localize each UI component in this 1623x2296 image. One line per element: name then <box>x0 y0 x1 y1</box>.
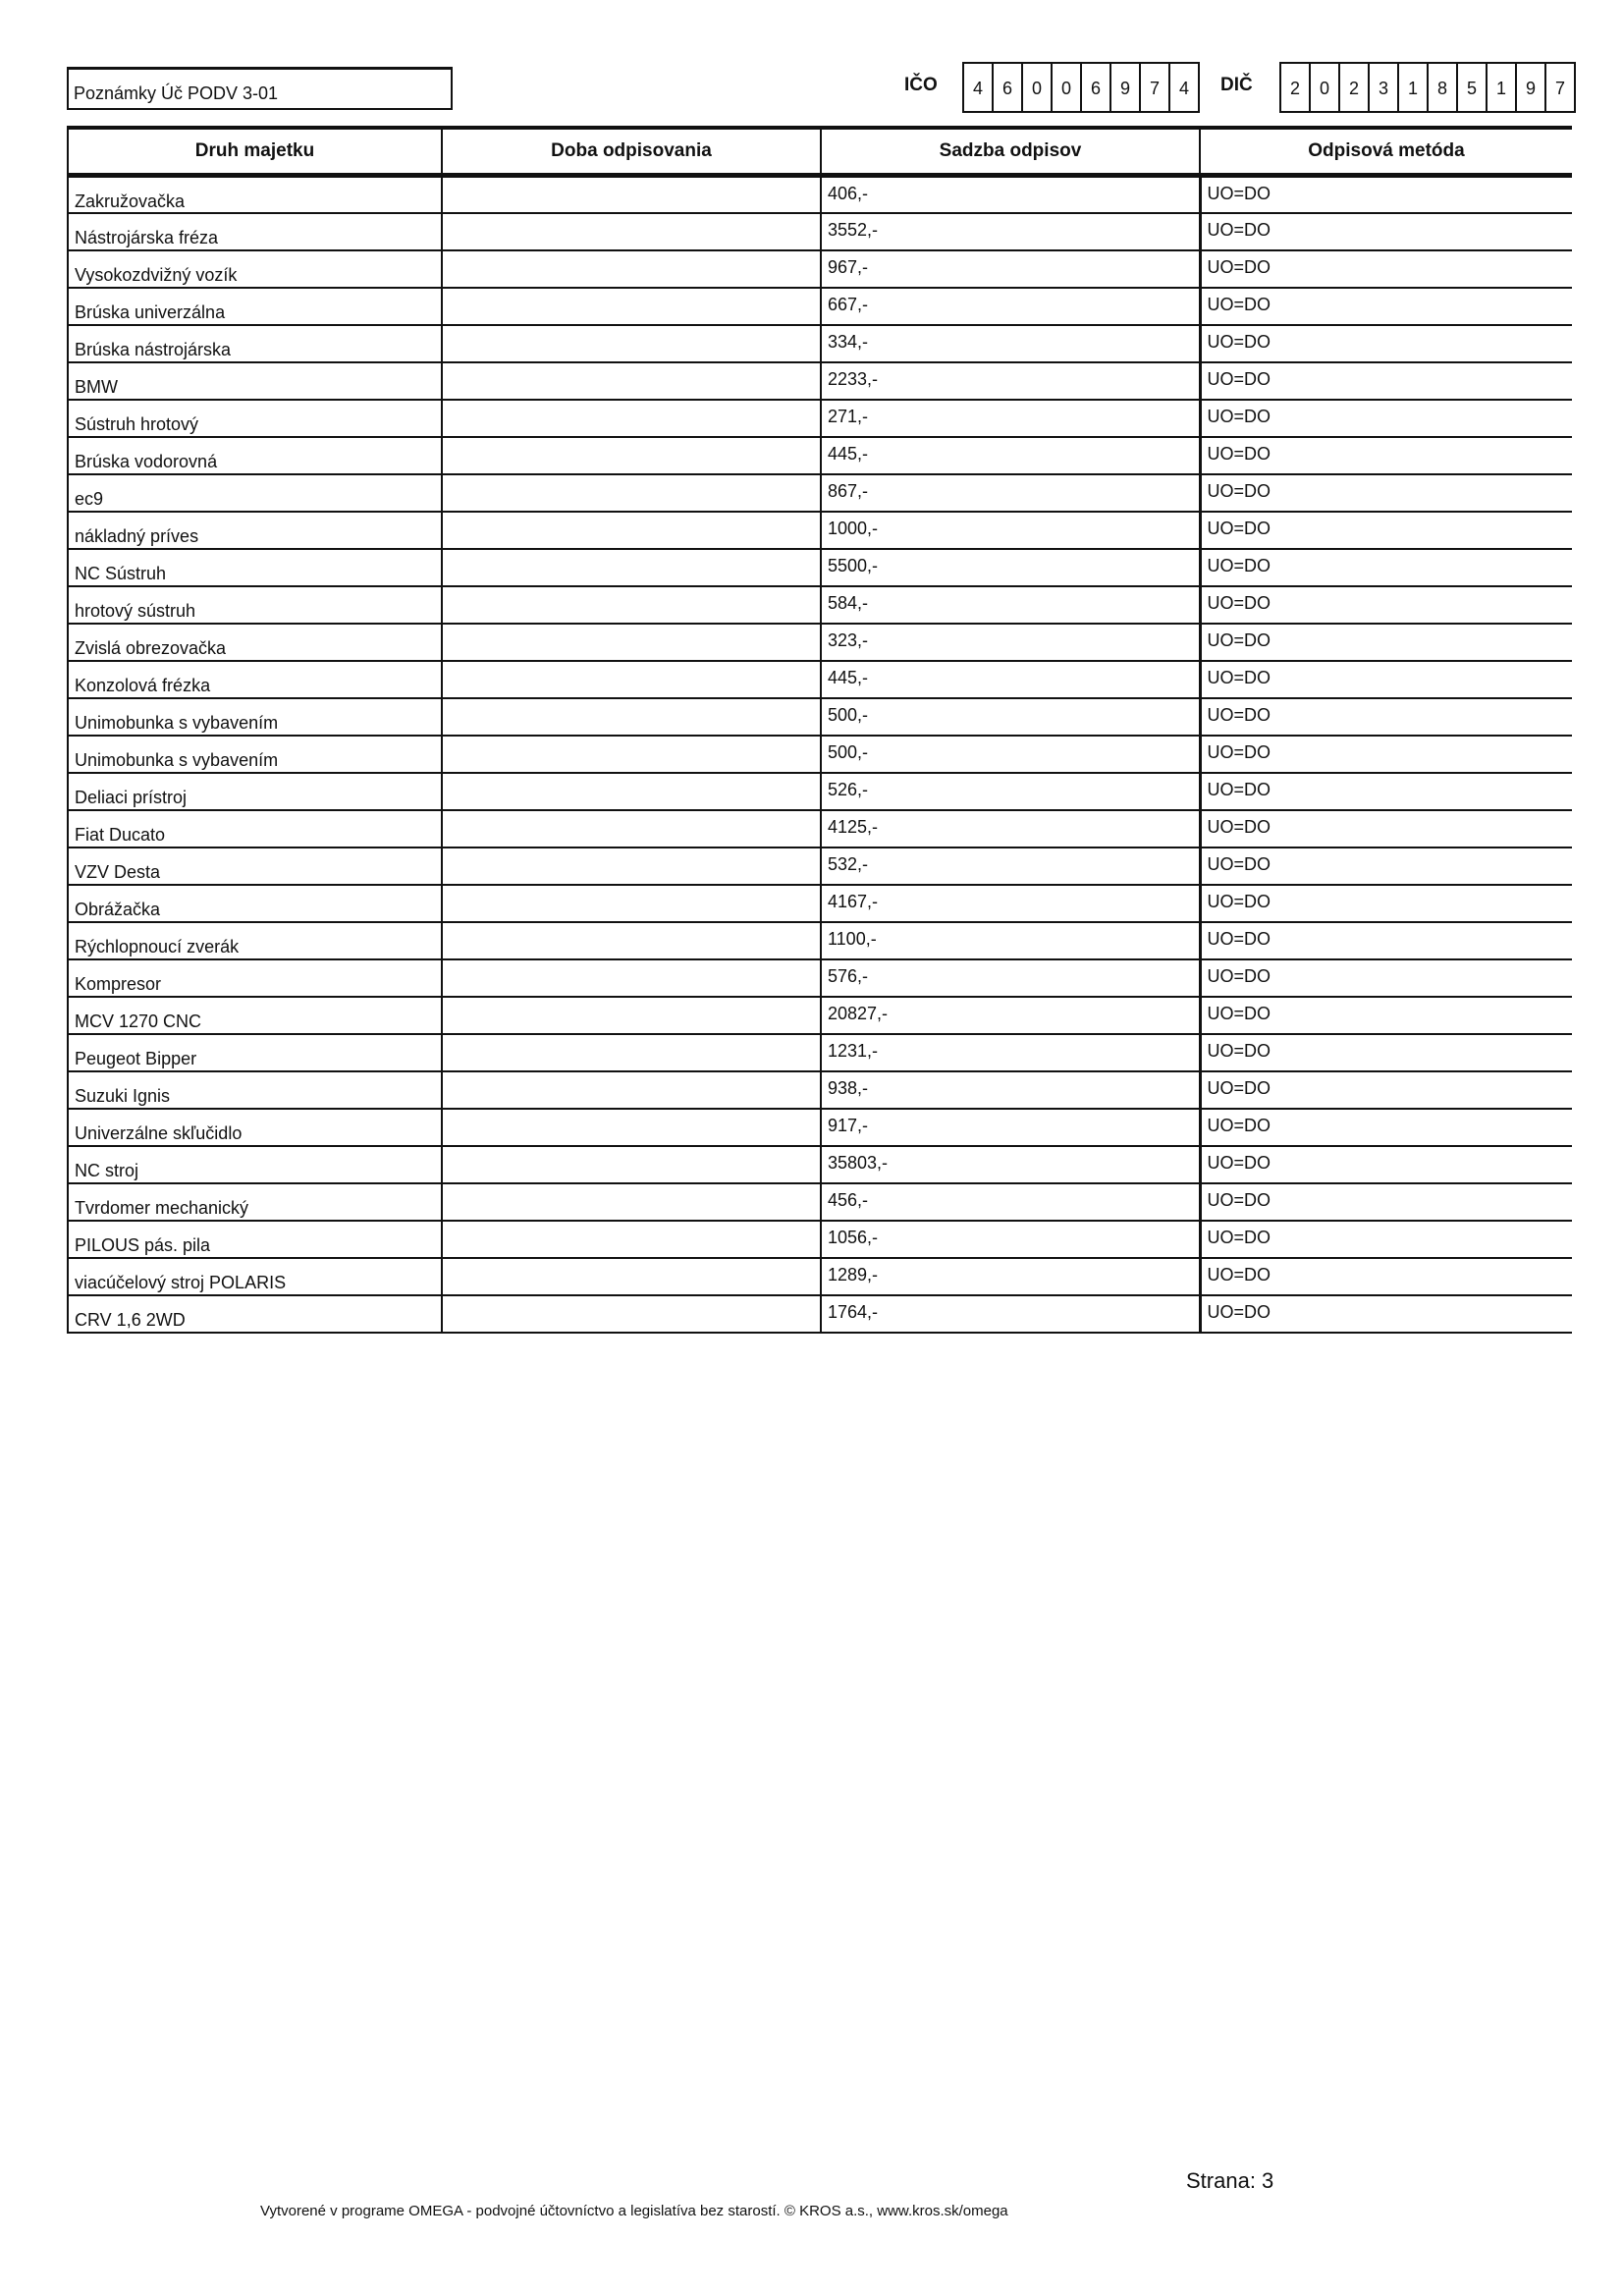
depreciation-rate-cell: 917,- <box>821 1109 1200 1146</box>
asset-type-cell: Zvislá obrezovačka <box>68 624 442 661</box>
depreciation-method-cell: UO=DO <box>1200 1295 1572 1333</box>
depreciation-method-cell: UO=DO <box>1200 1146 1572 1183</box>
depreciation-period-cell <box>442 512 821 549</box>
table-row <box>68 549 1572 586</box>
depreciation-method-cell: UO=DO <box>1200 549 1572 586</box>
depreciation-period-cell <box>442 1034 821 1071</box>
depreciation-period-cell <box>442 474 821 512</box>
depreciation-period-cell <box>442 773 821 810</box>
dic-digit: 7 <box>1546 64 1576 111</box>
asset-type-cell: BMW <box>68 362 442 400</box>
depreciation-method-cell: UO=DO <box>1200 213 1572 250</box>
column-header-asset-type: Druh majetku <box>68 128 442 176</box>
asset-type-cell: Unimobunka s vybavením <box>68 698 442 736</box>
table-row <box>68 437 1572 474</box>
asset-type-cell: Zakružovačka <box>68 176 442 214</box>
depreciation-method-cell: UO=DO <box>1200 474 1572 512</box>
form-title: Poznámky Úč PODV 3-01 <box>74 83 279 103</box>
table-row <box>68 810 1572 847</box>
depreciation-rate-cell: 445,- <box>821 661 1200 698</box>
dic-digit: 9 <box>1517 64 1546 111</box>
depreciation-method-cell: UO=DO <box>1200 773 1572 810</box>
asset-type-cell: VZV Desta <box>68 847 442 885</box>
depreciation-method-cell: UO=DO <box>1200 362 1572 400</box>
depreciation-period-cell <box>442 1258 821 1295</box>
depreciation-rate-cell: 576,- <box>821 959 1200 997</box>
depreciation-rate-cell: 456,- <box>821 1183 1200 1221</box>
depreciation-period-cell <box>442 586 821 624</box>
dic-digit: 5 <box>1458 64 1488 111</box>
depreciation-period-cell <box>442 1071 821 1109</box>
asset-type-cell: Brúska vodorovná <box>68 437 442 474</box>
column-header-depreciation-method: Odpisová metóda <box>1200 128 1572 176</box>
depreciation-method-cell: UO=DO <box>1200 250 1572 288</box>
table-row <box>68 474 1572 512</box>
table-row <box>68 847 1572 885</box>
asset-type-cell: nákladný príves <box>68 512 442 549</box>
page-number: Strana: 3 <box>1186 2168 1274 2193</box>
table-row <box>68 1034 1572 1071</box>
ico-digit: 4 <box>964 64 994 111</box>
depreciation-period-cell <box>442 624 821 661</box>
dic-label: DIČ <box>1220 75 1253 95</box>
table-row <box>68 1221 1572 1258</box>
depreciation-rate-cell: 938,- <box>821 1071 1200 1109</box>
depreciation-method-cell: UO=DO <box>1200 736 1572 773</box>
depreciation-method-cell: UO=DO <box>1200 959 1572 997</box>
depreciation-rate-cell: 271,- <box>821 400 1200 437</box>
depreciation-period-cell <box>442 698 821 736</box>
asset-type-cell: Vysokozdvižný vozík <box>68 250 442 288</box>
depreciation-rate-cell: 35803,- <box>821 1146 1200 1183</box>
asset-type-cell: Deliaci prístroj <box>68 773 442 810</box>
column-header-depreciation-period: Doba odpisovania <box>442 128 821 176</box>
depreciation-method-cell: UO=DO <box>1200 922 1572 959</box>
depreciation-period-cell <box>442 736 821 773</box>
ico-digit: 7 <box>1141 64 1170 111</box>
depreciation-method-cell: UO=DO <box>1200 176 1572 214</box>
ico-digit-boxes <box>962 62 1200 113</box>
table-row <box>68 512 1572 549</box>
asset-type-cell: ec9 <box>68 474 442 512</box>
asset-type-cell: PILOUS pás. pila <box>68 1221 442 1258</box>
depreciation-rate-cell: 20827,- <box>821 997 1200 1034</box>
asset-type-cell: Brúska nástrojárska <box>68 325 442 362</box>
depreciation-method-cell: UO=DO <box>1200 1258 1572 1295</box>
depreciation-rate-cell: 1289,- <box>821 1258 1200 1295</box>
depreciation-rate-cell: 4167,- <box>821 885 1200 922</box>
table-row <box>68 1295 1572 1333</box>
depreciation-period-cell <box>442 362 821 400</box>
asset-type-cell: Peugeot Bipper <box>68 1034 442 1071</box>
depreciation-period-cell <box>442 325 821 362</box>
table-row <box>68 885 1572 922</box>
dic-digit: 0 <box>1311 64 1340 111</box>
depreciation-rate-cell: 4125,- <box>821 810 1200 847</box>
ico-digit: 9 <box>1111 64 1141 111</box>
table-row <box>68 250 1572 288</box>
depreciation-period-cell <box>442 847 821 885</box>
asset-type-cell: hrotový sústruh <box>68 586 442 624</box>
table-row <box>68 176 1572 214</box>
ico-label: IČO <box>904 75 938 95</box>
depreciation-rate-cell: 526,- <box>821 773 1200 810</box>
depreciation-period-cell <box>442 1146 821 1183</box>
table-row <box>68 922 1572 959</box>
dic-digit: 1 <box>1399 64 1429 111</box>
depreciation-method-cell: UO=DO <box>1200 512 1572 549</box>
depreciation-method-cell: UO=DO <box>1200 1183 1572 1221</box>
depreciation-rate-cell: 445,- <box>821 437 1200 474</box>
depreciation-period-cell <box>442 997 821 1034</box>
asset-type-cell: NC Sústruh <box>68 549 442 586</box>
table-row <box>68 213 1572 250</box>
dic-digit: 1 <box>1488 64 1517 111</box>
table-row <box>68 288 1572 325</box>
dic-digit: 8 <box>1429 64 1458 111</box>
depreciation-period-cell <box>442 959 821 997</box>
asset-type-cell: Sústruh hrotový <box>68 400 442 437</box>
table-row <box>68 586 1572 624</box>
form-title-box <box>67 67 453 110</box>
ico-digit: 0 <box>1023 64 1053 111</box>
depreciation-method-cell: UO=DO <box>1200 437 1572 474</box>
ico-digit: 6 <box>994 64 1023 111</box>
table-row <box>68 661 1572 698</box>
depreciation-rate-cell: 323,- <box>821 624 1200 661</box>
depreciation-rate-cell: 867,- <box>821 474 1200 512</box>
depreciation-method-cell: UO=DO <box>1200 1109 1572 1146</box>
depreciation-rate-cell: 2233,- <box>821 362 1200 400</box>
depreciation-period-cell <box>442 400 821 437</box>
dic-digit: 3 <box>1370 64 1399 111</box>
ico-digit: 6 <box>1082 64 1111 111</box>
asset-type-cell: CRV 1,6 2WD <box>68 1295 442 1333</box>
depreciation-rate-cell: 584,- <box>821 586 1200 624</box>
depreciation-method-cell: UO=DO <box>1200 1071 1572 1109</box>
asset-type-cell: Obrážačka <box>68 885 442 922</box>
depreciation-table <box>67 126 1572 1334</box>
depreciation-period-cell <box>442 1183 821 1221</box>
asset-type-cell: Rýchlopnoucí zverák <box>68 922 442 959</box>
depreciation-rate-cell: 667,- <box>821 288 1200 325</box>
dic-digit: 2 <box>1340 64 1370 111</box>
table-row <box>68 362 1572 400</box>
depreciation-period-cell <box>442 437 821 474</box>
depreciation-period-cell <box>442 1109 821 1146</box>
depreciation-rate-cell: 1764,- <box>821 1295 1200 1333</box>
asset-type-cell: Univerzálne skľučidlo <box>68 1109 442 1146</box>
depreciation-method-cell: UO=DO <box>1200 698 1572 736</box>
table-row <box>68 773 1572 810</box>
asset-type-cell: MCV 1270 CNC <box>68 997 442 1034</box>
depreciation-period-cell <box>442 661 821 698</box>
depreciation-rate-cell: 500,- <box>821 736 1200 773</box>
column-header-depreciation-rate: Sadzba odpisov <box>821 128 1200 176</box>
depreciation-period-cell <box>442 176 821 214</box>
table-row <box>68 736 1572 773</box>
depreciation-method-cell: UO=DO <box>1200 288 1572 325</box>
dic-digit: 2 <box>1281 64 1311 111</box>
asset-type-cell: viacúčelový stroj POLARIS <box>68 1258 442 1295</box>
depreciation-method-cell: UO=DO <box>1200 400 1572 437</box>
depreciation-rate-cell: 5500,- <box>821 549 1200 586</box>
table-row <box>68 1183 1572 1221</box>
depreciation-rate-cell: 532,- <box>821 847 1200 885</box>
asset-type-cell: Brúska univerzálna <box>68 288 442 325</box>
table-row <box>68 698 1572 736</box>
depreciation-rate-cell: 406,- <box>821 176 1200 214</box>
depreciation-rate-cell: 1231,- <box>821 1034 1200 1071</box>
depreciation-period-cell <box>442 922 821 959</box>
depreciation-period-cell <box>442 810 821 847</box>
table-row <box>68 1146 1572 1183</box>
footer-credit: Vytvorené v programe OMEGA - podvojné účtovníctvo a legislatíva bez starostí. © KROS a.s., www.kros.sk/omega <box>260 2203 1008 2219</box>
asset-type-cell: NC stroj <box>68 1146 442 1183</box>
depreciation-rate-cell: 3552,- <box>821 213 1200 250</box>
dic-digit-boxes <box>1279 62 1576 113</box>
depreciation-period-cell <box>442 250 821 288</box>
depreciation-method-cell: UO=DO <box>1200 997 1572 1034</box>
table-row <box>68 1258 1572 1295</box>
depreciation-method-cell: UO=DO <box>1200 586 1572 624</box>
depreciation-period-cell <box>442 288 821 325</box>
depreciation-period-cell <box>442 885 821 922</box>
depreciation-period-cell <box>442 1221 821 1258</box>
depreciation-method-cell: UO=DO <box>1200 885 1572 922</box>
asset-type-cell: Nástrojárska fréza <box>68 213 442 250</box>
depreciation-method-cell: UO=DO <box>1200 661 1572 698</box>
depreciation-rate-cell: 967,- <box>821 250 1200 288</box>
depreciation-rate-cell: 1000,- <box>821 512 1200 549</box>
depreciation-period-cell <box>442 549 821 586</box>
asset-type-cell: Tvrdomer mechanický <box>68 1183 442 1221</box>
depreciation-period-cell <box>442 1295 821 1333</box>
asset-type-cell: Suzuki Ignis <box>68 1071 442 1109</box>
asset-type-cell: Unimobunka s vybavením <box>68 736 442 773</box>
depreciation-method-cell: UO=DO <box>1200 624 1572 661</box>
depreciation-method-cell: UO=DO <box>1200 325 1572 362</box>
table-row <box>68 1071 1572 1109</box>
depreciation-rate-cell: 1100,- <box>821 922 1200 959</box>
depreciation-method-cell: UO=DO <box>1200 1221 1572 1258</box>
depreciation-rate-cell: 334,- <box>821 325 1200 362</box>
table-row <box>68 997 1572 1034</box>
table-row <box>68 624 1572 661</box>
table-row <box>68 325 1572 362</box>
depreciation-rate-cell: 500,- <box>821 698 1200 736</box>
depreciation-rate-cell: 1056,- <box>821 1221 1200 1258</box>
depreciation-method-cell: UO=DO <box>1200 1034 1572 1071</box>
asset-type-cell: Kompresor <box>68 959 442 997</box>
table-row <box>68 1109 1572 1146</box>
ico-digit: 0 <box>1053 64 1082 111</box>
table-row <box>68 400 1572 437</box>
asset-type-cell: Fiat Ducato <box>68 810 442 847</box>
depreciation-method-cell: UO=DO <box>1200 847 1572 885</box>
table-row <box>68 959 1572 997</box>
depreciation-method-cell: UO=DO <box>1200 810 1572 847</box>
depreciation-period-cell <box>442 213 821 250</box>
ico-digit: 4 <box>1170 64 1200 111</box>
asset-type-cell: Konzolová frézka <box>68 661 442 698</box>
